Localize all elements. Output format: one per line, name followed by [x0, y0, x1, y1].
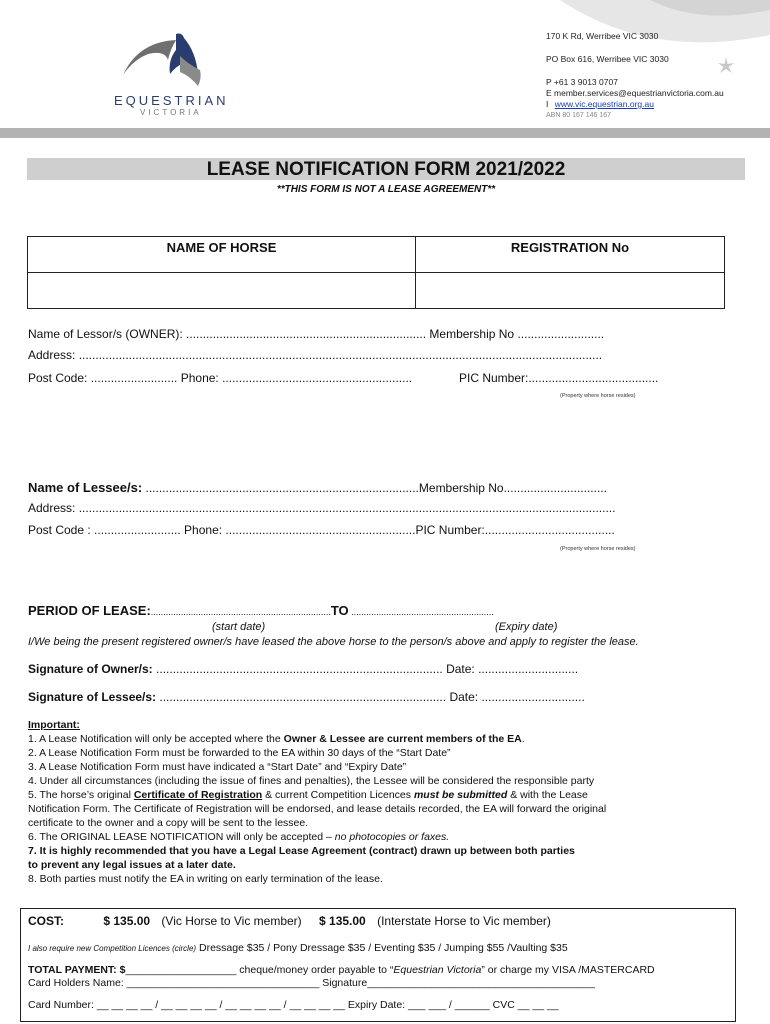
registration-field[interactable] [416, 273, 725, 309]
horse-logo-icon [118, 30, 218, 90]
important-item-2: 2. A Lease Notification Form must be forwarded to the EA within 30 days of the “Start Date” [28, 747, 451, 759]
period-to: TO [330, 603, 349, 618]
header-grey-band [0, 128, 770, 138]
important-item-7: 7. It is highly recommended that you have a Legal Lease Agreement (contract) drawn up between both parties [28, 845, 575, 857]
total-payment-line[interactable]: ___________________ [125, 964, 237, 976]
licences-prefix: I also require new Competition Licences (circle) [28, 944, 197, 953]
important-item-6: 6. The ORIGINAL LEASE NOTIFICATION will only be accepted – no photocopies or faxes. [28, 831, 450, 843]
horse-name-field[interactable] [28, 273, 416, 309]
period-start-caption: (start date) [212, 621, 266, 633]
lessor-address-line[interactable]: Address: ............................................................................................................................................................. [28, 348, 603, 362]
important-item-8: 8. Both parties must notify the EA in writing on early termination of the lease. [28, 873, 383, 885]
header [0, 0, 770, 140]
card-number-row[interactable]: Card Number: __ __ __ __ / __ __ __ __ / __ __ __ __ / __ __ __ __ Expiry Date: ___ ___ / ______ CVC __ __ __ [28, 999, 559, 1011]
cost-price-interstate: $ 135.00 [319, 914, 366, 928]
header-address-po: PO Box 616, Werribee VIC 3030 [546, 54, 669, 64]
total-payment-row[interactable] [28, 964, 655, 976]
lessee-postcode-phone-pic-line[interactable]: Post Code : .......................... Phone: .........................................................PIC Number:....................................... [28, 523, 615, 537]
important-item-4: 4. Under all circumstances (including the issue of fines and penalties), the Lessee will be considered the responsible party [28, 775, 595, 787]
header-web-link[interactable]: www.vic.equestrian.org.au [554, 99, 654, 109]
lessee-pic-note: (Property where horse resides) [560, 546, 636, 552]
cost-desc-interstate: (Interstate Horse to Vic member) [377, 914, 551, 928]
owner-signature-row[interactable] [28, 662, 578, 676]
important-item-5-cont-1: Notification Form. The Certificate of Registration will be endorsed, and lease details recorded, the EA will forward the original [28, 803, 607, 815]
lessor-name-line[interactable]: Name of Lessor/s (OWNER): ........................................................................ Membership No .......................... [28, 327, 605, 341]
logo-name: EQUESTRIAN [114, 93, 229, 108]
lessor-postcode-phone-line[interactable]: Post Code: .......................... Phone: ......................................................... [28, 371, 413, 385]
licences-options[interactable]: Dressage $35 / Pony Dressage $35 / Eventing $35 / Jumping $55 /Vaulting $35 [196, 942, 568, 954]
cost-label: COST: [28, 914, 64, 928]
cost-desc-vic: (Vic Horse to Vic member) [161, 914, 302, 928]
logo-subname: VICTORIA [140, 108, 202, 117]
header-address-street: 170 K Rd, Werribee VIC 3030 [546, 31, 659, 41]
important-item-7-cont: to prevent any legal issues at a later date. [28, 859, 236, 871]
cost-price-vic: $ 135.00 [103, 914, 151, 928]
header-web-prefix: I [546, 99, 549, 109]
total-payment-label: TOTAL PAYMENT: $ [28, 964, 126, 976]
period-expiry-caption: (Expiry date) [495, 621, 558, 633]
cost-row [28, 914, 551, 928]
owner-signature-label: Signature of Owner/s: [28, 662, 153, 676]
lessor-pic-note: (Property where horse resides) [560, 393, 636, 399]
header-phone: P +61 3 9013 0707 [546, 77, 618, 87]
lessee-address-line[interactable]: Address: ................................................................................................................................................................. [28, 501, 616, 515]
period-row[interactable] [28, 603, 494, 618]
period-label: PERIOD OF LEASE: [28, 603, 151, 618]
header-web-row [546, 99, 724, 110]
important-heading: Important: [28, 719, 80, 731]
important-section [28, 718, 606, 886]
lessee-signature-dots: ...................................................................................... Date: ............................... [156, 690, 585, 704]
page-title: LEASE NOTIFICATION FORM 2021/2022 [206, 159, 566, 180]
important-item-5-cont-2: certificate to the owner and a copy will be sent to the lessee. [28, 817, 309, 829]
period-expiry-dots: ......................................................... [348, 607, 494, 617]
page-subtitle: **THIS FORM IS NOT A LEASE AGREEMENT** [276, 184, 496, 195]
payment-method-text: cheque/money order payable to “ [236, 964, 394, 976]
payment-card-text: ” or charge my VISA /MASTERCARD [481, 964, 655, 976]
period-start-dots: ........................................................................ [150, 607, 331, 617]
important-item-1: 1. A Lease Notification will only be accepted where the Owner & Lessee are current members of the EA. [28, 733, 525, 745]
header-abn: ABN 80 167 146 167 [546, 112, 611, 119]
header-email: E member.services@equestrianvictoria.com.au [546, 88, 724, 98]
horse-table [27, 236, 725, 309]
lessee-signature-label: Signature of Lessee/s: [28, 690, 157, 704]
licences-row[interactable] [28, 938, 568, 956]
lessee-name-dots: ..................................................................................Membership No............................... [142, 481, 607, 495]
lessee-name-label: Name of Lessee/s: [28, 480, 143, 495]
registration-header: REGISTRATION No [416, 237, 725, 273]
owner-signature-dots: ...................................................................................... Date: .............................. [152, 662, 579, 676]
declaration: I/We being the present registered owner/s have leased the above horse to the person/s above and apply to register the lease. [28, 636, 639, 648]
horse-name-header: NAME OF HORSE [28, 237, 416, 273]
lessor-pic-line[interactable]: PIC Number:....................................... [459, 371, 659, 385]
card-holder-row[interactable]: Card Holders Name: _________________________________ Signature_______________________________________ [28, 977, 595, 989]
payment-payee: Equestrian Victoria [393, 964, 482, 976]
lessee-name-row[interactable] [28, 479, 607, 497]
important-item-5: 5. The horse’s original Certificate of Registration & current Competition Licences must be submitted & with the Lease [28, 789, 588, 801]
important-item-3: 3. A Lease Notification Form must have indicated a “Start Date” and “Expiry Date” [28, 761, 407, 773]
lessee-signature-row[interactable] [28, 690, 585, 704]
